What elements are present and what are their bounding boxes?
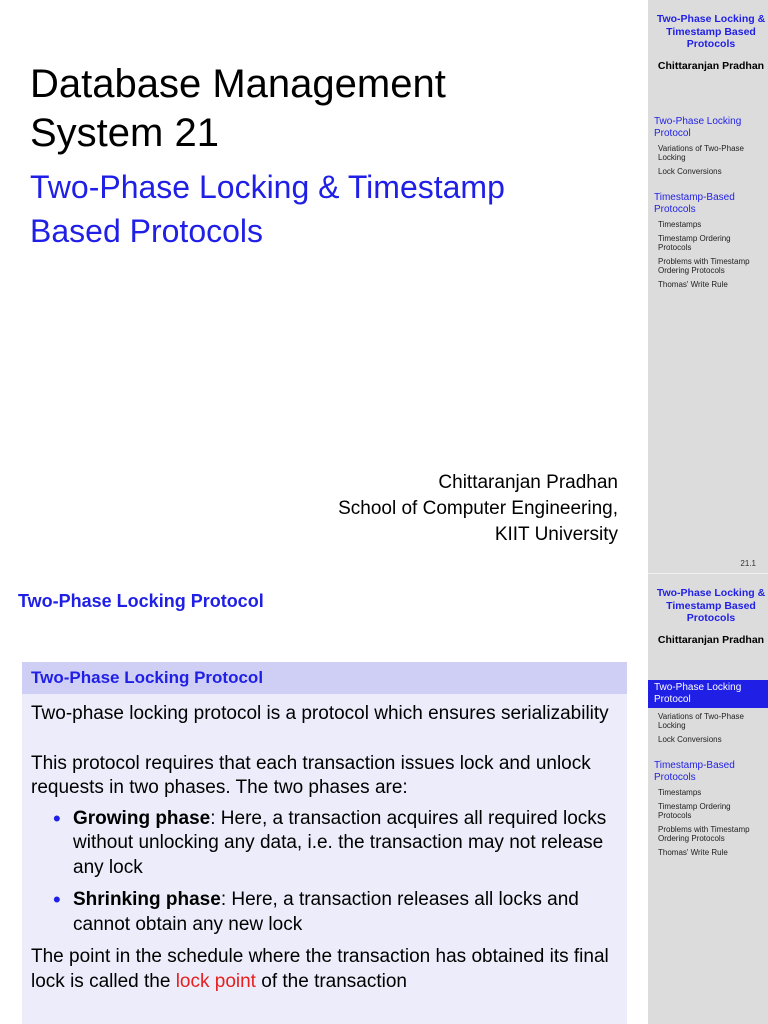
sidebar-title-line-3: Protocols <box>686 612 736 624</box>
sidebar-section-label: Protocols <box>654 772 696 783</box>
sidebar-item-variations[interactable] <box>648 144 768 163</box>
sidebar-section-label: Timestamp-Based <box>654 760 735 771</box>
title-line-1: Database Management <box>30 62 446 106</box>
list-item-growing-phase <box>53 807 617 881</box>
sidebar-section-two-phase-active[interactable] <box>648 680 768 708</box>
sidebar-item-label: Locking <box>658 153 686 162</box>
sidebar-title[interactable] <box>648 587 768 625</box>
sidebar-item-label: Variations of Two-Phase <box>658 143 744 153</box>
growing-phase-text: : Here, a transaction acquires all required locks without unlocking any data, i.e. the transaction may not release any lock <box>73 807 607 878</box>
sidebar-item-thomas-write-rule[interactable]: Thomas' Write Rule <box>658 279 728 289</box>
sidebar-slide-2 <box>648 573 768 1024</box>
sidebar-item-lock-conversions[interactable]: Lock Conversions <box>658 734 722 744</box>
subtitle-line-2: Based Protocols <box>30 213 264 249</box>
paragraph-lock-point <box>31 945 617 994</box>
definition-block <box>22 662 627 1024</box>
sidebar-item-label: Protocols <box>658 243 692 252</box>
subtitle-line-1: Two-Phase Locking & Timestamp <box>30 169 505 205</box>
author-school: School of Computer Engineering, <box>338 498 618 519</box>
sidebar-title-line-2: Timestamp Based <box>666 599 756 612</box>
sidebar-author: Chittaranjan Pradhan <box>657 59 765 72</box>
block-body <box>22 694 627 994</box>
paragraph-phases-intro: This protocol requires that each transaction issues lock and unlock requests in two phases. The two phases are: <box>31 752 591 798</box>
frame-title: Two-Phase Locking Protocol <box>18 591 264 611</box>
sidebar-author: Chittaranjan Pradhan <box>657 633 765 646</box>
sidebar-item-timestamps[interactable]: Timestamps <box>658 220 702 229</box>
sidebar-title-line-3: Protocols <box>686 38 736 50</box>
block-title: Two-Phase Locking Protocol <box>22 662 627 694</box>
sidebar-section-label: Two-Phase Locking <box>654 681 742 693</box>
sidebar-title-line-1: Two-Phase Locking & <box>656 13 766 25</box>
sidebar-section-label: Two-Phase Locking <box>654 115 742 127</box>
phase-list <box>31 807 617 938</box>
page-number: 21.1 <box>740 559 756 568</box>
sidebar-item-timestamps[interactable]: Timestamps <box>658 788 702 797</box>
list-item-shrinking-phase <box>53 888 617 937</box>
sidebar-section-timestamp[interactable] <box>648 760 768 784</box>
sidebar-item-label: Timestamp Ordering <box>658 233 731 243</box>
sidebar-item-lock-conversions[interactable]: Lock Conversions <box>658 166 722 176</box>
sidebar-item-thomas-write-rule[interactable]: Thomas' Write Rule <box>658 847 728 857</box>
author-university: KIIT University <box>494 524 618 545</box>
shrinking-phase-text: : Here, a transaction releases all locks and cannot obtain any new lock <box>73 889 579 935</box>
title-line-2: System 21 <box>30 111 219 155</box>
sidebar-section-label: Timestamp-Based <box>654 192 735 203</box>
lock-point-text-after: of the transaction <box>255 970 408 992</box>
author-name: Chittaranjan Pradhan <box>438 472 618 493</box>
sidebar-item-label: Locking <box>658 721 686 730</box>
sidebar-item-label: Problems with Timestamp <box>658 824 750 834</box>
paragraph-definition: Two-phase locking protocol is a protocol which ensures serializability <box>31 703 609 724</box>
sidebar-slide-1 <box>648 0 768 573</box>
sidebar-item-label: Protocols <box>658 811 692 820</box>
term-growing-phase: Growing phase <box>73 807 211 829</box>
sidebar-item-label: Ordering Protocols <box>658 266 725 275</box>
sidebar-title-line-1: Two-Phase Locking & <box>656 587 766 599</box>
sidebar-section-label: Protocols <box>654 204 696 215</box>
sidebar-section-label: Protocol <box>654 127 691 139</box>
slide-1-author-block <box>338 470 618 548</box>
sidebar-item-label: Ordering Protocols <box>658 834 725 843</box>
sidebar-section-timestamp[interactable] <box>648 192 768 216</box>
slide-1-subtitle <box>30 165 630 253</box>
sidebar-title[interactable] <box>648 13 768 51</box>
sidebar-item-variations[interactable] <box>648 712 768 731</box>
sidebar-item-problems[interactable] <box>648 825 768 844</box>
sidebar-item-label: Timestamp Ordering <box>658 801 731 811</box>
sidebar-item-label: Variations of Two-Phase <box>658 711 744 721</box>
sidebar-title-line-2: Timestamp Based <box>666 25 756 38</box>
lock-point-highlight: lock point <box>175 970 256 992</box>
slide-1-title <box>30 60 446 158</box>
sidebar-section-two-phase[interactable] <box>648 116 768 140</box>
sidebar-item-timestamp-ordering[interactable] <box>648 234 768 253</box>
sidebar-item-timestamp-ordering[interactable] <box>648 802 768 821</box>
sidebar-item-problems[interactable] <box>648 257 768 276</box>
sidebar-section-label: Protocol <box>654 693 691 705</box>
term-shrinking-phase: Shrinking phase <box>73 889 221 910</box>
sidebar-item-label: Problems with Timestamp <box>658 256 750 266</box>
lock-point-text-before: The point in the schedule where the transaction has obtained its final lock is called the <box>31 946 609 992</box>
